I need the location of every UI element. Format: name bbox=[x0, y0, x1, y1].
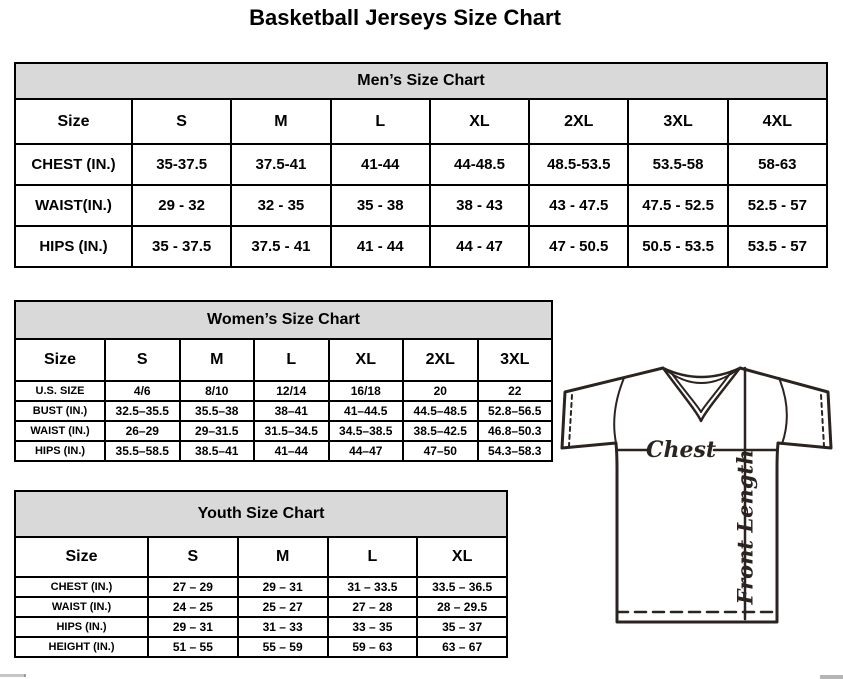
value-cell: 47.5 - 52.5 bbox=[628, 185, 727, 226]
value-cell: 8/10 bbox=[180, 381, 255, 401]
value-cell: 27 – 29 bbox=[148, 577, 238, 597]
table-row bbox=[15, 381, 552, 401]
value-cell: 35 – 37 bbox=[417, 617, 507, 637]
value-cell: 4/6 bbox=[105, 381, 180, 401]
table-row bbox=[15, 185, 827, 226]
value-cell: 41-44 bbox=[331, 144, 430, 185]
col-header-cell: S bbox=[148, 537, 238, 577]
value-cell: 37.5 - 41 bbox=[231, 226, 330, 267]
value-cell: 47–50 bbox=[403, 441, 478, 461]
front-length-label: Front Length bbox=[732, 449, 758, 605]
value-cell: 37.5-41 bbox=[231, 144, 330, 185]
col-header-cell: L bbox=[328, 537, 418, 577]
value-cell: 29 - 32 bbox=[132, 185, 231, 226]
value-cell: 31 – 33 bbox=[238, 617, 328, 637]
page-title: Basketball Jerseys Size Chart bbox=[249, 5, 561, 30]
col-header-cell: Size bbox=[15, 339, 105, 381]
jersey-diagram bbox=[550, 362, 843, 662]
value-cell: 44–47 bbox=[329, 441, 404, 461]
row-label-cell: U.S. SIZE bbox=[15, 381, 105, 401]
womens-size-chart-table bbox=[14, 300, 553, 462]
col-header-cell: XL bbox=[417, 537, 507, 577]
value-cell: 38–41 bbox=[254, 401, 329, 421]
row-label-cell: WAIST(IN.) bbox=[15, 185, 132, 226]
value-cell: 44 - 47 bbox=[430, 226, 529, 267]
col-header-cell: 2XL bbox=[529, 99, 628, 144]
col-header-cell: XL bbox=[430, 99, 529, 144]
table-row bbox=[15, 144, 827, 185]
value-cell: 52.8–56.5 bbox=[478, 401, 553, 421]
value-cell: 35 - 38 bbox=[331, 185, 430, 226]
table-header-row bbox=[15, 491, 507, 537]
table-row bbox=[15, 421, 552, 441]
value-cell: 63 – 67 bbox=[417, 637, 507, 657]
value-cell: 38.5–42.5 bbox=[403, 421, 478, 441]
col-header-cell: 2XL bbox=[403, 339, 478, 381]
value-cell: 38.5–41 bbox=[180, 441, 255, 461]
row-label-cell: HEIGHT (IN.) bbox=[15, 637, 148, 657]
value-cell: 51 – 55 bbox=[148, 637, 238, 657]
row-label-cell: WAIST (IN.) bbox=[15, 597, 148, 617]
value-cell: 44.5–48.5 bbox=[403, 401, 478, 421]
left-seam-line bbox=[614, 378, 624, 443]
horizontal-scrollbar-thumb-right[interactable] bbox=[820, 675, 843, 679]
value-cell: 33 – 35 bbox=[328, 617, 418, 637]
value-cell: 16/18 bbox=[329, 381, 404, 401]
value-cell: 24 – 25 bbox=[148, 597, 238, 617]
left-cuff-dashed-line bbox=[569, 395, 572, 446]
table-row bbox=[15, 226, 827, 267]
table-column-header-row bbox=[15, 339, 552, 381]
mens-table-title: Men’s Size Chart bbox=[15, 63, 827, 99]
value-cell: 55 – 59 bbox=[238, 637, 328, 657]
value-cell: 50.5 - 53.5 bbox=[628, 226, 727, 267]
value-cell: 22 bbox=[478, 381, 553, 401]
row-label-cell: HIPS (IN.) bbox=[15, 226, 132, 267]
col-header-cell: M bbox=[231, 99, 330, 144]
row-label-cell: WAIST (IN.) bbox=[15, 421, 105, 441]
row-label-cell: CHEST (IN.) bbox=[15, 144, 132, 185]
value-cell: 41–44.5 bbox=[329, 401, 404, 421]
value-cell: 41 - 44 bbox=[331, 226, 430, 267]
value-cell: 46.8–50.3 bbox=[478, 421, 553, 441]
value-cell: 43 - 47.5 bbox=[529, 185, 628, 226]
value-cell: 20 bbox=[403, 381, 478, 401]
value-cell: 58-63 bbox=[728, 144, 827, 185]
chest-label: Chest bbox=[645, 437, 717, 463]
row-label-cell: HIPS (IN.) bbox=[15, 441, 105, 461]
table-row bbox=[15, 401, 552, 421]
table-header-row bbox=[15, 63, 827, 99]
value-cell: 35.5–58.5 bbox=[105, 441, 180, 461]
table-row bbox=[15, 597, 507, 617]
value-cell: 32 - 35 bbox=[231, 185, 330, 226]
col-header-cell: M bbox=[238, 537, 328, 577]
value-cell: 35.5–38 bbox=[180, 401, 255, 421]
col-header-cell: XL bbox=[329, 339, 404, 381]
value-cell: 53.5-58 bbox=[628, 144, 727, 185]
value-cell: 29 – 31 bbox=[148, 617, 238, 637]
value-cell: 41–44 bbox=[254, 441, 329, 461]
value-cell: 32.5–35.5 bbox=[105, 401, 180, 421]
value-cell: 33.5 – 36.5 bbox=[417, 577, 507, 597]
col-header-cell: M bbox=[180, 339, 255, 381]
value-cell: 12/14 bbox=[254, 381, 329, 401]
right-seam-line bbox=[779, 378, 787, 444]
value-cell: 29–31.5 bbox=[180, 421, 255, 441]
womens-table-title: Women’s Size Chart bbox=[15, 301, 552, 339]
col-header-cell: L bbox=[331, 99, 430, 144]
table-row bbox=[15, 577, 507, 597]
value-cell: 26–29 bbox=[105, 421, 180, 441]
col-header-cell: 3XL bbox=[628, 99, 727, 144]
value-cell: 52.5 - 57 bbox=[728, 185, 827, 226]
value-cell: 47 - 50.5 bbox=[529, 226, 628, 267]
value-cell: 59 – 63 bbox=[328, 637, 418, 657]
youth-table-title: Youth Size Chart bbox=[15, 491, 507, 537]
col-header-cell: S bbox=[105, 339, 180, 381]
youth-size-chart-table bbox=[14, 490, 508, 658]
table-column-header-row bbox=[15, 99, 827, 144]
value-cell: 35 - 37.5 bbox=[132, 226, 231, 267]
value-cell: 29 – 31 bbox=[238, 577, 328, 597]
table-header-row bbox=[15, 301, 552, 339]
col-header-cell: S bbox=[132, 99, 231, 144]
value-cell: 34.5–38.5 bbox=[329, 421, 404, 441]
row-label-cell: CHEST (IN.) bbox=[15, 577, 148, 597]
value-cell: 38 - 43 bbox=[430, 185, 529, 226]
col-header-cell: 4XL bbox=[728, 99, 827, 144]
horizontal-scrollbar-thumb-left[interactable] bbox=[0, 674, 26, 677]
col-header-cell: 3XL bbox=[478, 339, 553, 381]
col-header-cell: Size bbox=[15, 99, 132, 144]
table-column-header-row bbox=[15, 537, 507, 577]
value-cell: 31 – 33.5 bbox=[328, 577, 418, 597]
value-cell: 25 – 27 bbox=[238, 597, 328, 617]
value-cell: 28 – 29.5 bbox=[417, 597, 507, 617]
table-row bbox=[15, 441, 552, 461]
value-cell: 53.5 - 57 bbox=[728, 226, 827, 267]
value-cell: 27 – 28 bbox=[328, 597, 418, 617]
col-header-cell: Size bbox=[15, 537, 148, 577]
col-header-cell: L bbox=[254, 339, 329, 381]
value-cell: 44-48.5 bbox=[430, 144, 529, 185]
row-label-cell: BUST (IN.) bbox=[15, 401, 105, 421]
mens-size-chart-table bbox=[14, 62, 828, 268]
value-cell: 31.5–34.5 bbox=[254, 421, 329, 441]
row-label-cell: HIPS (IN.) bbox=[15, 617, 148, 637]
table-row bbox=[15, 637, 507, 657]
right-cuff-dashed-line bbox=[821, 395, 824, 446]
value-cell: 54.3–58.3 bbox=[478, 441, 553, 461]
value-cell: 48.5-53.5 bbox=[529, 144, 628, 185]
value-cell: 35-37.5 bbox=[132, 144, 231, 185]
table-row bbox=[15, 617, 507, 637]
